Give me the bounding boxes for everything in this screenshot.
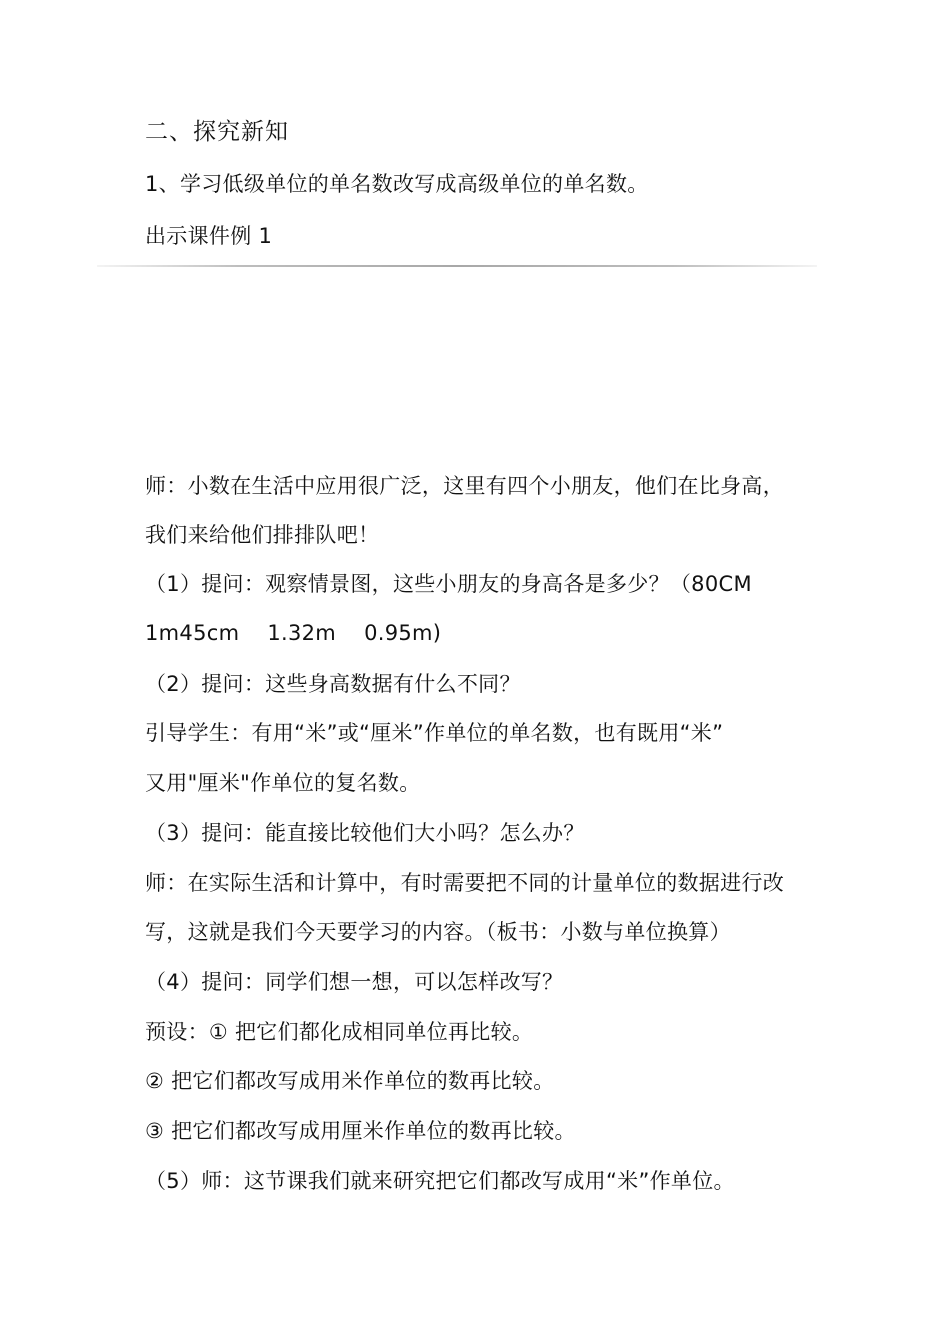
paragraph-line: 我们来给他们排排队吧！ — [145, 523, 380, 547]
paragraph-line: 引导学生：有用“米”或“厘米”作单位的单名数，也有既用“米” — [145, 721, 724, 745]
divider-line — [97, 265, 817, 267]
question-5-line: （5）师：这节课我们就来研究把它们都改写成用“米”作单位。 — [145, 1169, 735, 1193]
paragraph-line: 写，这就是我们今天要学习的内容。（板书：小数与单位换算） — [145, 920, 731, 944]
question-2-line: （2）提问：这些身高数据有什么不同？ — [145, 672, 521, 696]
height-value: 1m45cm — [145, 621, 240, 645]
height-value: 1.32m — [267, 621, 337, 645]
paragraph-line: 又用"厘米"作单位的复名数。 — [145, 771, 421, 795]
preset-line: ③ 把它们都改写成用厘米作单位的数再比较。 — [145, 1119, 576, 1143]
section-heading: 二、探究新知 — [145, 119, 289, 145]
question-3-line: （3）提问：能直接比较他们大小吗？怎么办？ — [145, 821, 585, 845]
preset-line: 预设：① 把它们都化成相同单位再比较。 — [145, 1020, 534, 1044]
paragraph-line: 师：在实际生活和计算中，有时需要把不同的计量单位的数据进行改 — [145, 871, 784, 895]
show-example-text: 出示课件例 1 — [145, 224, 273, 248]
question-4-line: （4）提问：同学们想一想，可以怎样改写？ — [145, 970, 564, 994]
subheading: 1、学习低级单位的单名数改写成高级单位的单名数。 — [145, 172, 649, 196]
height-values-line — [145, 619, 825, 647]
paragraph-line: 师：小数在生活中应用很广泛，这里有四个小朋友，他们在比身高， — [145, 474, 784, 498]
question-1-line: （1）提问：观察情景图，这些小朋友的身高各是多少？（80CM — [145, 572, 752, 596]
preset-line: ② 把它们都改写成用米作单位的数再比较。 — [145, 1069, 555, 1093]
height-value: 0.95m) — [364, 621, 442, 645]
